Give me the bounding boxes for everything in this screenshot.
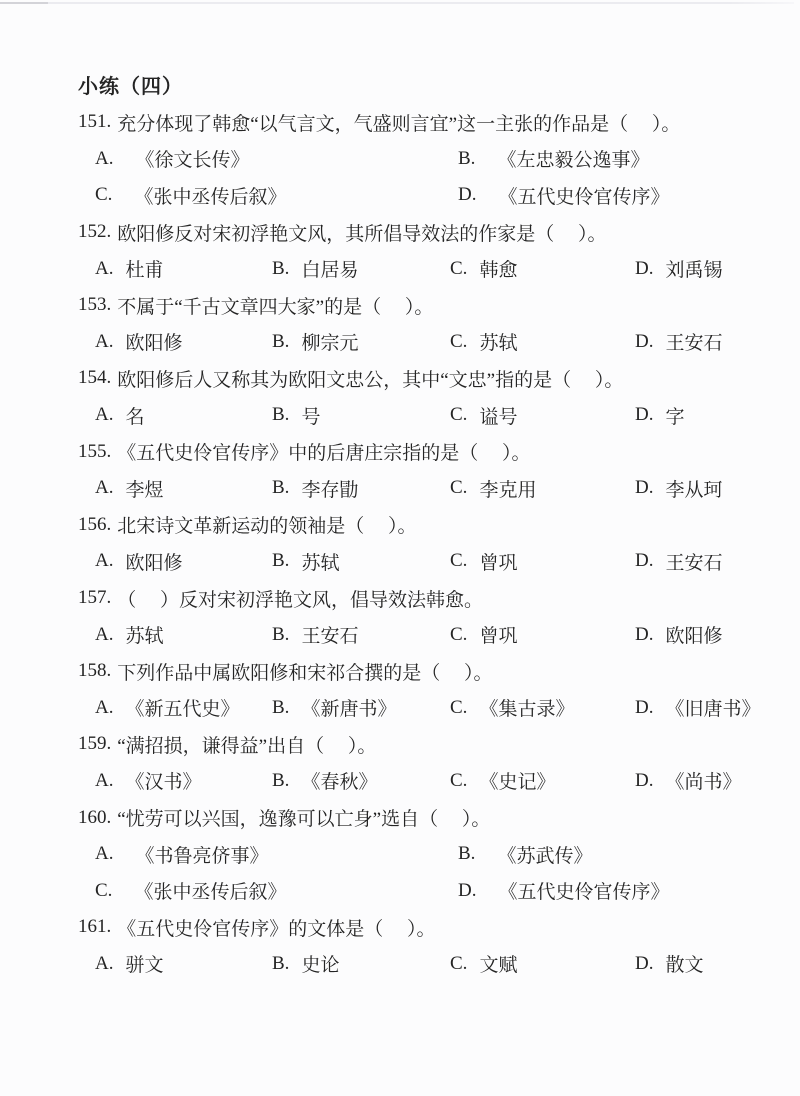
- option-label: C.: [450, 769, 468, 791]
- option-item: [95, 145, 458, 172]
- option-label: A.: [95, 404, 114, 426]
- option-text: 韩愈: [479, 260, 518, 282]
- option-label: D.: [635, 404, 654, 426]
- question-row: [78, 507, 774, 544]
- option-label: A.: [95, 550, 114, 572]
- option-row: [95, 616, 774, 653]
- option-text: 李克用: [479, 479, 537, 501]
- option-item: [635, 694, 774, 721]
- option-label: D.: [635, 550, 654, 572]
- option-item: [635, 328, 774, 355]
- question-row: [78, 360, 774, 397]
- option-text: 《左忠毅公逸事》: [497, 150, 650, 172]
- option-text: 欧阳修: [665, 626, 723, 648]
- question-number: 158.: [78, 660, 112, 682]
- question-number: 152.: [78, 221, 112, 243]
- option-text: 《春秋》: [301, 772, 378, 794]
- option-item: [95, 767, 272, 794]
- option-row: [95, 763, 774, 800]
- option-item: [95, 621, 272, 648]
- option-label: D.: [635, 330, 654, 352]
- question-text: “满招损，谦得益”出自（ ）。: [117, 735, 377, 757]
- option-text: 《张中丞传后叙》: [134, 186, 287, 208]
- option-text: 《尚书》: [665, 772, 742, 794]
- option-text: 骈文: [125, 955, 164, 977]
- option-label: B.: [272, 404, 290, 426]
- option-text: 李煜: [125, 479, 164, 501]
- option-label: B.: [272, 477, 290, 499]
- question-number: 157.: [78, 587, 112, 609]
- question-text: 北宋诗文革新运动的领袖是（ ）。: [117, 516, 417, 538]
- option-item: [450, 950, 635, 977]
- option-label: D.: [635, 477, 654, 499]
- option-item: [635, 548, 774, 575]
- option-row: [95, 141, 774, 178]
- option-text: 史论: [301, 955, 340, 977]
- question-text: 欧阳修反对宋初浮艳文风，其所倡导效法的作家是（ ）。: [117, 223, 607, 245]
- option-text: 李从珂: [665, 479, 723, 501]
- question-row: [78, 104, 774, 141]
- option-item: [95, 328, 272, 355]
- option-item: [272, 548, 450, 575]
- question-number: 151.: [78, 111, 112, 133]
- option-item: [95, 877, 458, 904]
- question-row: [78, 799, 774, 836]
- option-text: 李存勖: [301, 479, 359, 501]
- option-row: [95, 324, 774, 361]
- option-label: C.: [450, 550, 468, 572]
- option-text: 字: [665, 406, 685, 428]
- question-row: [78, 287, 774, 324]
- option-item: [450, 255, 635, 282]
- option-label: D.: [635, 257, 654, 279]
- option-label: A.: [95, 696, 114, 718]
- question-row: [78, 909, 774, 946]
- option-text: 《五代史伶官传序》: [498, 186, 670, 208]
- question-row: [78, 580, 774, 617]
- option-text: 文赋: [479, 955, 518, 977]
- option-row: [95, 836, 774, 873]
- option-label: A.: [95, 147, 114, 169]
- question-text: 下列作品中属欧阳修和宋祁合撰的是（ ）。: [117, 662, 493, 684]
- option-item: [95, 255, 272, 282]
- option-row: [95, 397, 774, 434]
- option-item: [450, 767, 635, 794]
- option-text: 曾巩: [479, 626, 518, 648]
- option-label: C.: [450, 623, 468, 645]
- question-number: 160.: [78, 806, 112, 828]
- option-text: 《苏武传》: [497, 845, 593, 867]
- option-label: B.: [272, 769, 290, 791]
- option-text: 曾巩: [479, 552, 518, 574]
- question-number: 161.: [78, 916, 112, 938]
- option-item: [272, 475, 450, 502]
- question-list: [78, 104, 774, 982]
- option-text: 《徐文长传》: [135, 150, 250, 172]
- question-text: 《五代史伶官传序》的文体是（ ）。: [117, 918, 436, 940]
- question-number: 155.: [78, 440, 112, 462]
- option-item: [95, 950, 272, 977]
- option-label: A.: [95, 330, 114, 352]
- option-item: [450, 694, 635, 721]
- option-row: [95, 690, 774, 727]
- option-text: 《新五代史》: [125, 699, 240, 721]
- option-label: B.: [272, 696, 290, 718]
- question-number: 159.: [78, 733, 112, 755]
- option-label: B.: [272, 952, 290, 974]
- option-label: C.: [450, 257, 468, 279]
- option-item: [95, 694, 272, 721]
- option-label: B.: [272, 330, 290, 352]
- option-text: 柳宗元: [301, 333, 359, 355]
- option-text: 名: [125, 406, 145, 428]
- option-item: [635, 621, 774, 648]
- option-text: 《张中丞传后叙》: [134, 882, 287, 904]
- option-row: [95, 543, 774, 580]
- question-text: （ ）反对宋初浮艳文风，倡导效法韩愈。: [117, 589, 484, 611]
- option-item: [272, 767, 450, 794]
- question-text: “忧劳可以兴国，逸豫可以亡身”选自（ ）。: [117, 809, 491, 831]
- option-label: C.: [450, 330, 468, 352]
- option-item: [458, 877, 774, 904]
- option-row: [95, 872, 774, 909]
- option-item: [450, 328, 635, 355]
- option-text: 《新唐书》: [301, 699, 397, 721]
- option-row: [95, 946, 774, 983]
- option-label: A.: [95, 623, 114, 645]
- option-label: C.: [95, 879, 113, 901]
- option-item: [272, 402, 450, 429]
- option-text: 《集古录》: [479, 699, 575, 721]
- option-label: D.: [635, 952, 654, 974]
- option-label: B.: [272, 257, 290, 279]
- option-text: 《旧唐书》: [665, 699, 761, 721]
- option-item: [272, 255, 450, 282]
- option-label: B.: [458, 843, 476, 865]
- option-item: [95, 548, 272, 575]
- question-number: 153.: [78, 294, 112, 316]
- option-item: [272, 950, 450, 977]
- option-item: [450, 621, 635, 648]
- option-item: [635, 255, 774, 282]
- option-item: [272, 328, 450, 355]
- option-text: 欧阳修: [125, 333, 183, 355]
- question-row: [78, 433, 774, 470]
- option-label: B.: [458, 147, 476, 169]
- option-text: 白居易: [301, 260, 359, 282]
- option-row: [95, 177, 774, 214]
- option-text: 欧阳修: [125, 552, 183, 574]
- question-number: 154.: [78, 367, 112, 389]
- option-item: [635, 475, 774, 502]
- option-item: [450, 548, 635, 575]
- option-label: C.: [95, 184, 113, 206]
- option-item: [635, 950, 774, 977]
- question-text: 不属于“千古文章四大家”的是（ ）。: [117, 296, 434, 318]
- option-text: 谥号: [479, 406, 518, 428]
- option-text: 王安石: [665, 552, 723, 574]
- question-text: 《五代史伶官传序》中的后唐庄宗指的是（ ）。: [117, 443, 531, 465]
- option-item: [458, 841, 774, 868]
- option-text: 杜甫: [125, 260, 164, 282]
- option-item: [450, 402, 635, 429]
- option-text: 《汉书》: [125, 772, 202, 794]
- option-item: [450, 475, 635, 502]
- option-item: [272, 694, 450, 721]
- option-item: [458, 145, 774, 172]
- option-text: 苏轼: [301, 552, 340, 574]
- option-text: 苏轼: [125, 626, 164, 648]
- option-item: [635, 402, 774, 429]
- option-item: [95, 841, 458, 868]
- option-label: D.: [458, 879, 477, 901]
- option-label: D.: [635, 696, 654, 718]
- option-label: D.: [635, 769, 654, 791]
- option-label: A.: [95, 257, 114, 279]
- question-row: [78, 653, 774, 690]
- option-row: [95, 470, 774, 507]
- option-label: B.: [272, 550, 290, 572]
- option-label: A.: [95, 477, 114, 499]
- question-row: [78, 214, 774, 251]
- question-row: [78, 726, 774, 763]
- worksheet-title: 小练（四）: [78, 75, 183, 98]
- option-row: [95, 250, 774, 287]
- option-text: 散文: [665, 955, 704, 977]
- option-label: C.: [450, 952, 468, 974]
- question-number: 156.: [78, 513, 112, 535]
- question-text: 充分体现了韩愈“以气言文，气盛则言宜”这一主张的作品是（ ）。: [117, 113, 681, 135]
- option-label: C.: [450, 696, 468, 718]
- option-text: 刘禹锡: [665, 260, 723, 282]
- question-text: 欧阳修后人又称其为欧阳文忠公，其中“文忠”指的是（ ）。: [117, 369, 624, 391]
- option-label: C.: [450, 477, 468, 499]
- option-label: C.: [450, 404, 468, 426]
- option-item: [95, 182, 458, 209]
- option-item: [95, 475, 272, 502]
- option-text: 王安石: [301, 626, 359, 648]
- option-text: 《五代史伶官传序》: [498, 882, 670, 904]
- option-text: 王安石: [665, 333, 723, 355]
- option-item: [635, 767, 774, 794]
- option-label: D.: [458, 184, 477, 206]
- option-text: 《史记》: [479, 772, 556, 794]
- option-label: A.: [95, 769, 114, 791]
- option-label: A.: [95, 843, 114, 865]
- option-text: 号: [301, 406, 321, 428]
- option-label: B.: [272, 623, 290, 645]
- option-label: A.: [95, 952, 114, 974]
- option-label: D.: [635, 623, 654, 645]
- option-text: 《书鲁亮侪事》: [135, 845, 269, 867]
- option-item: [458, 182, 774, 209]
- option-text: 苏轼: [479, 333, 518, 355]
- option-item: [95, 402, 272, 429]
- option-item: [272, 621, 450, 648]
